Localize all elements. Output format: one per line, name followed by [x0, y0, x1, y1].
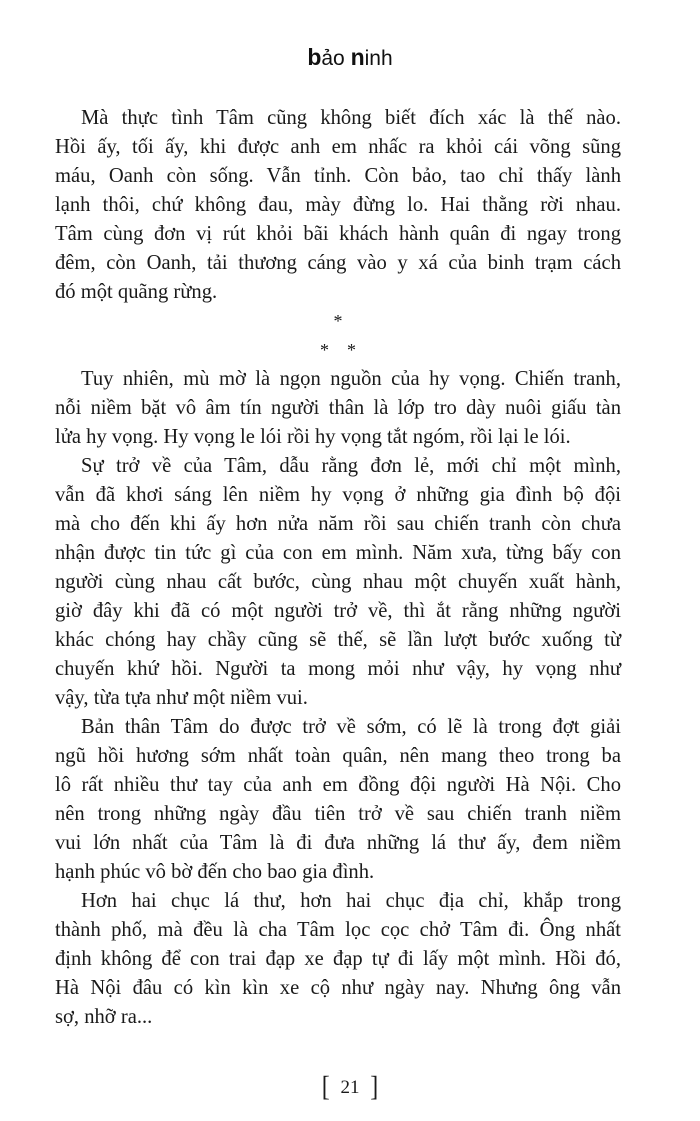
- text-line: vui lớn nhất của Tâm là đi đưa những lá thư ấy, đem niềm: [55, 832, 621, 854]
- header-initial-b: b: [307, 44, 322, 70]
- text-line: Mà thực tình Tâm cũng không biết đích xác là thế nào.: [81, 107, 621, 129]
- text-line: máu, Oanh còn sống. Vẫn tỉnh. Còn bảo, tao chỉ thấy lành: [55, 165, 621, 187]
- text-line: định không để con trai đạp xe đạp tự đi lấy một mình. Hồi đó,: [55, 948, 621, 970]
- text-line: nỗi niềm bặt vô âm tín người thân là lớp tro dày nuôi giấu tàn: [55, 397, 621, 419]
- paragraph: [55, 104, 621, 307]
- header-text-ao: ảo: [321, 47, 351, 70]
- text-line: Tuy nhiên, mù mờ là ngọn nguồn của hy vọng. Chiến tranh,: [81, 368, 621, 390]
- text-line: giờ đây khi đã có một người trở về, thì ắt rằng những người: [55, 600, 621, 622]
- text-line: khác chóng hay chầy cũng sẽ thế, sẽ lần lượt bước xuống từ: [55, 629, 621, 651]
- paragraph: [55, 365, 621, 452]
- text-line: người cùng nhau cất bước, cùng nhau một chuyến xuất hành,: [55, 571, 621, 593]
- text-line: mà cho đến khi ấy hơn nửa năm rồi sau chiến tranh còn chưa: [55, 513, 621, 535]
- text-line: Hồi ấy, tối ấy, khi được anh em nhấc ra khỏi cái võng sũng: [55, 136, 621, 158]
- text-line: Bản thân Tâm do được trở về sớm, có lẽ là trong đợt giải: [81, 716, 621, 738]
- text-line: lô rất nhiều thư tay của anh em đồng đội người Hà Nội. Cho: [55, 774, 621, 796]
- text-line: nhận được tin tức gì của con em mình. Năm xưa, từng bấy con: [55, 542, 621, 564]
- text-line: Sự trở về của Tâm, dẫu rằng đơn lẻ, mới chỉ một mình,: [81, 455, 621, 477]
- text-line: Tâm cùng đơn vị rút khỏi bãi khách hành quân đi ngay trong: [55, 223, 621, 245]
- text-line: đêm, còn Oanh, tải thương cáng vào y xá của binh trạm cách: [55, 252, 621, 274]
- paragraph: [55, 452, 621, 713]
- paragraph: [55, 713, 621, 887]
- section-break-bottom: * *: [320, 340, 356, 360]
- text-line: lạnh thôi, chứ không đau, mày đừng lo. Hai thằng rời nhau.: [55, 194, 621, 216]
- page-bracket-left: [: [321, 1071, 330, 1103]
- text-line: lửa hy vọng. Hy vọng le lói rồi hy vọng tắt ngóm, rồi lại le lói.: [55, 426, 571, 448]
- page-number-value: 21: [340, 1077, 360, 1098]
- section-break-top: *: [333, 311, 343, 331]
- text-line: thành phố, mà đều là cha Tâm lọc cọc chở Tâm đi. Ông nhất: [55, 919, 621, 941]
- paragraph: [55, 887, 621, 1032]
- page-number: [0, 1071, 700, 1103]
- text-line: Hà Nội đâu có kìn kìn xe cộ như ngày nay. Nhưng ông vẫn: [55, 977, 621, 999]
- text-line: đó một quãng rừng.: [55, 281, 218, 303]
- text-line: vậy, từa tựa như một niềm vui.: [55, 687, 308, 709]
- text-line: sợ, nhỡ ra...: [55, 1006, 153, 1028]
- text-line: vẫn đã khơi sáng lên niềm hy vọng ở những gia đình bộ đội: [55, 484, 621, 506]
- text-line: nên trong những ngày đầu tiên trở về sau chiến tranh niềm: [55, 803, 621, 825]
- text-line: hạnh phúc vô bờ đến cho bao gia đình.: [55, 861, 375, 883]
- page-bracket-right: ]: [370, 1071, 379, 1103]
- body-text: [55, 104, 621, 1032]
- header-text-inh: inh: [364, 47, 393, 70]
- header-initial-n: n: [350, 44, 365, 70]
- running-header-author: [0, 44, 700, 71]
- text-line: Hơn hai chục lá thư, hơn hai chục địa chỉ, khắp trong: [81, 890, 621, 912]
- text-line: ngũ hồi hương sớm nhất toàn quân, nên mang theo trong ba: [55, 745, 621, 767]
- text-line: chuyến khứ hồi. Người ta mong mỏi như vậy, hy vọng như: [55, 658, 621, 680]
